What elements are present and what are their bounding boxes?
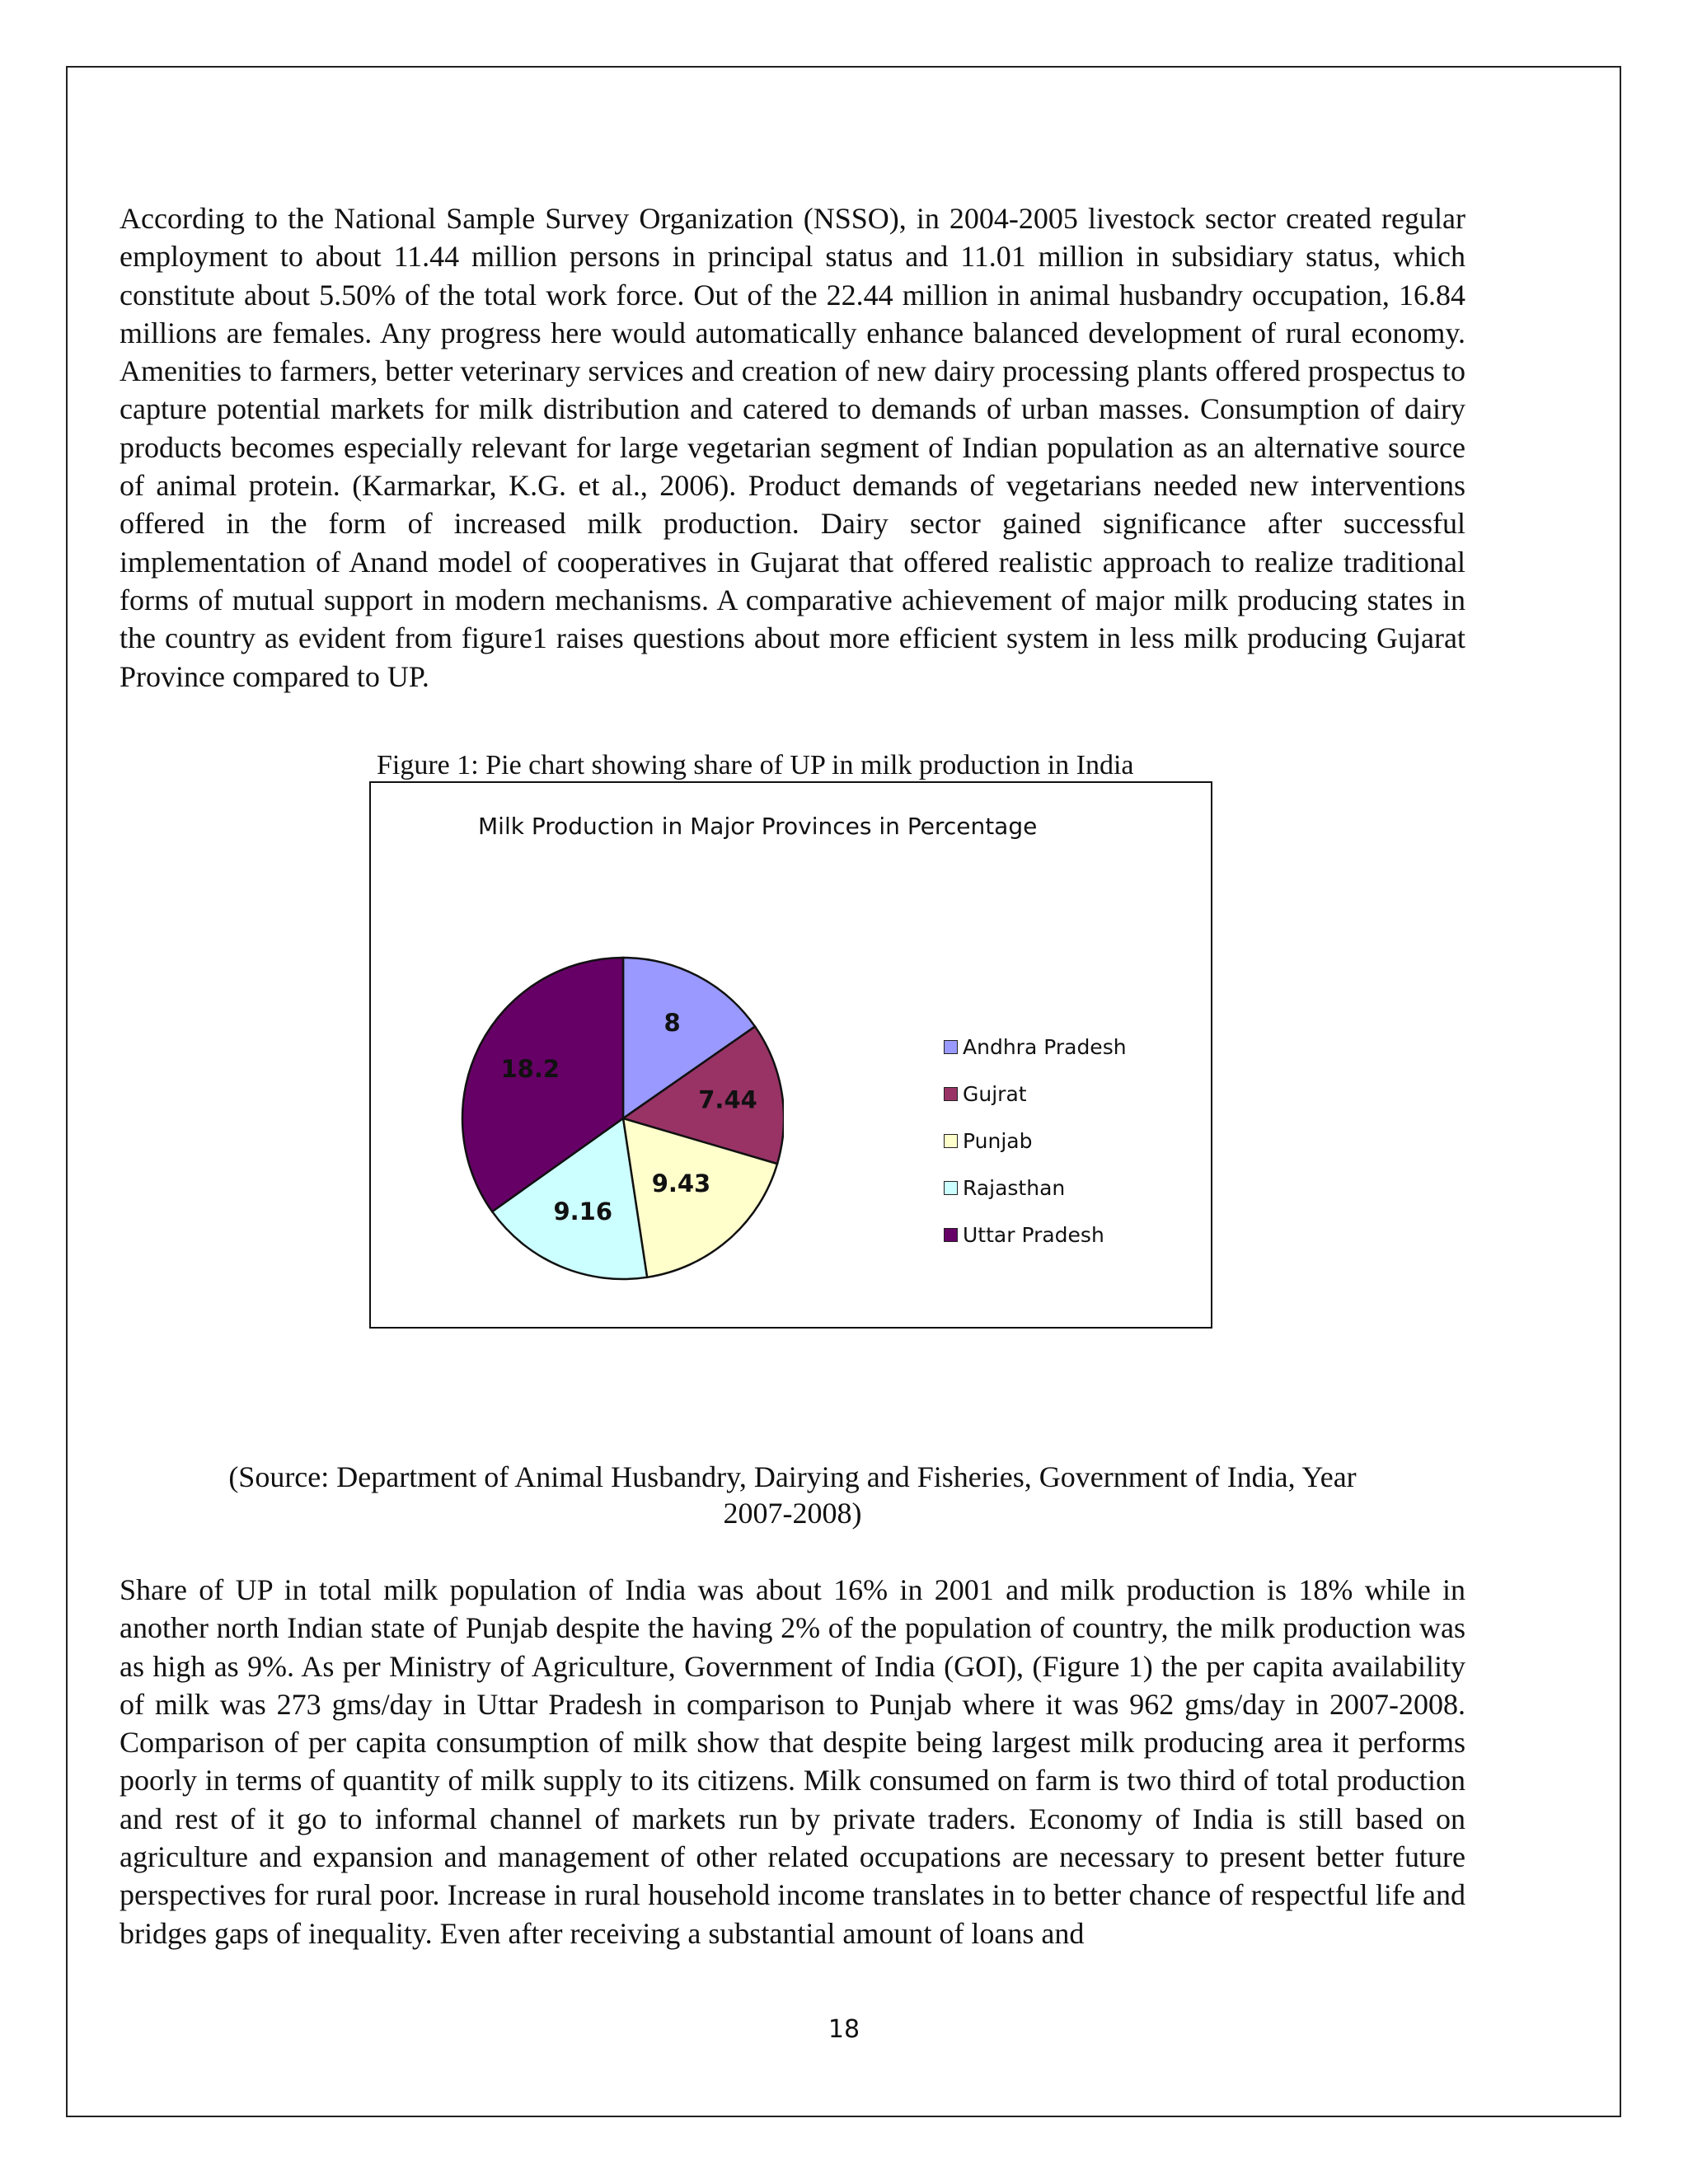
- legend-item: [944, 1118, 1127, 1165]
- legend-label: Andhra Pradesh: [963, 1035, 1127, 1059]
- pie-plot-area: [458, 956, 784, 1282]
- legend-swatch: [944, 1228, 958, 1242]
- legend-item: [944, 1024, 1127, 1071]
- legend-item: [944, 1212, 1127, 1258]
- legend-label: Uttar Pradesh: [963, 1223, 1104, 1247]
- pie-data-label: 7.44: [698, 1085, 757, 1114]
- pie-chart-figure: [369, 781, 1212, 1329]
- analysis-paragraph: Share of UP in total milk population of India was about 16% in 2001 and milk production is 18% while in another north Indian state of Punjab despite the having 2% of the population of country, the milk production was as high as 9%. As per Ministry of Agriculture, Government of India (GOI), (Figure 1) the per capita availability of milk was 273 gms/day in Uttar Pradesh in comparison to Punjab where it was 962 gms/day in 2007-2008. Comparison of per capita consumption of milk show that despite being largest milk producing area it performs poorly in terms of quantity of milk supply to its citizens. Milk consumed on farm is two third of total production and rest of it go to informal channel of markets run by private traders. Economy of India is still based on agriculture and expansion and management of other related occupations are necessary to present better future perspectives for rural poor. Increase in rural household income translates in to better chance of respectful life and bridges gaps of inequality. Even after receiving a substantial amount of loans and: [120, 1573, 1465, 1950]
- legend-item: [944, 1165, 1127, 1212]
- legend-swatch: [944, 1040, 958, 1054]
- legend-label: Punjab: [963, 1129, 1033, 1153]
- legend-item: [944, 1071, 1127, 1118]
- pie-data-label: 8: [663, 1008, 681, 1037]
- chart-legend: [944, 1024, 1127, 1258]
- legend-label: Rajasthan: [963, 1176, 1066, 1200]
- legend-label: Gujrat: [963, 1082, 1027, 1106]
- source-line-1: (Source: Department of Animal Husbandry, Dairying and Fisheries, Government of India, Year: [228, 1460, 1357, 1493]
- intro-paragraph: According to the National Sample Survey Organization (NSSO), in 2004-2005 livestock sector created regular employment to about 11.44 million persons in principal status and 11.01 million in subsidiary status, which constitute about 5.50% of the total work force. Out of the 22.44 million in animal husbandry occupation, 16.84 millions are females. Any progress here would automatically enhance balanced development of rural economy. Amenities to farmers, better veterinary services and creation of new dairy processing plants offered prospectus to capture potential markets for milk distribution and catered to demands of urban masses. Consumption of dairy products becomes especially relevant for large vegetarian segment of Indian population as an alternative source of animal protein. (Karmarkar, K.G. et al., 2006). Product demands of vegetarians needed new interventions offered in the form of increased milk production. Dairy sector gained significance after successful implementation of Anand model of cooperatives in Gujarat that offered realistic approach to realize traditional forms of mutual support in modern mechanisms. A comparative achievement of major milk producing states in the country as evident from figure1 raises questions about more efficient system in less milk producing Gujarat Province compared to UP.: [120, 202, 1465, 693]
- chart-title: Milk Production in Major Provinces in Percentage: [478, 813, 1038, 840]
- source-line-2: 2007-2008): [723, 1497, 862, 1530]
- figure-source: [120, 1459, 1465, 1531]
- legend-swatch: [944, 1181, 958, 1195]
- legend-swatch: [944, 1134, 958, 1148]
- pie-data-label: 18.2: [500, 1054, 560, 1083]
- legend-swatch: [944, 1087, 958, 1101]
- pie-chart: [458, 956, 784, 1282]
- page-number: 18: [828, 2015, 860, 2044]
- pie-data-label: 9.43: [651, 1169, 711, 1197]
- figure-caption: Figure 1: Pie chart showing share of UP in milk production in India: [377, 750, 1134, 780]
- pie-data-label: 9.16: [553, 1197, 613, 1226]
